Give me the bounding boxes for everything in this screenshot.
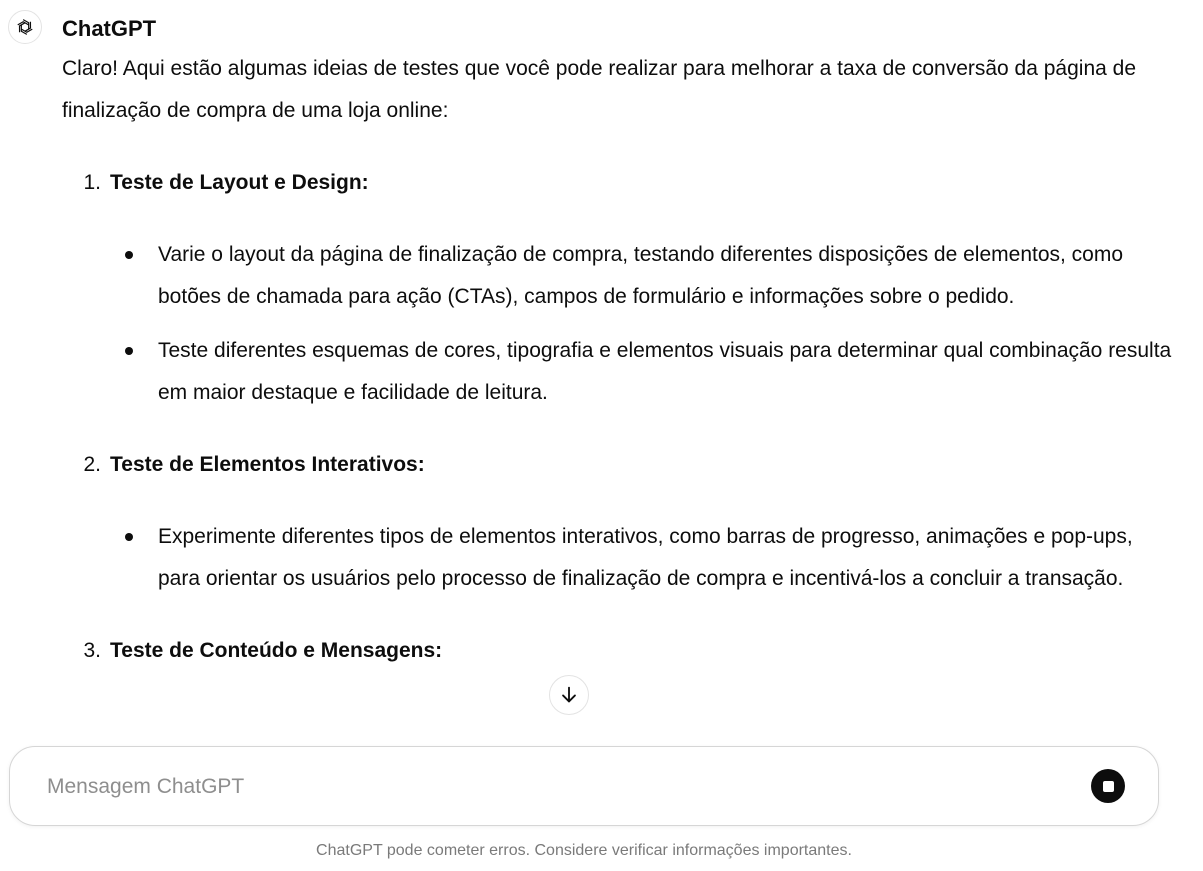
ideas-list [62, 162, 1172, 672]
list-item [62, 162, 1172, 414]
list-item-number: 3. [83, 639, 101, 662]
disclaimer-text: ChatGPT pode cometer erros. Considere verificar informações importantes. [316, 842, 852, 859]
list-item-title [62, 444, 1172, 486]
sub-list [62, 516, 1172, 600]
message-input[interactable] [45, 767, 1069, 807]
arrow-down-icon [558, 684, 580, 706]
list-item-number: 2. [83, 453, 101, 476]
list-item-heading: Teste de Layout e Design: [110, 171, 369, 194]
message-author: ChatGPT [62, 16, 157, 41]
stop-icon [1103, 781, 1114, 792]
sub-list-item [62, 330, 1172, 414]
sub-list [62, 234, 1172, 414]
sub-list-item-text: Experimente diferentes tipos de elementos interativos, como barras de progresso, animações e pop-ups, para orientar os usuários pelo processo de finalização de compra e incentivá-los a concluir a transação. [158, 525, 1133, 590]
sub-list-item [62, 516, 1172, 600]
openai-logo-icon [14, 16, 36, 38]
list-item [62, 444, 1172, 600]
assistant-avatar [8, 10, 42, 44]
list-item-number: 1. [83, 171, 101, 194]
sub-list-item-text: Teste diferentes esquemas de cores, tipografia e elementos visuais para determinar qual combinação resulta em maior destaque e facilidade de leitura. [158, 339, 1172, 404]
scroll-to-bottom-button[interactable] [549, 675, 589, 715]
sub-list-item-text: Varie o layout da página de finalização de compra, testando diferentes disposições de elementos, como botões de chamada para ação (CTAs), campos de formulário e informações sobre o pedido. [158, 243, 1124, 308]
list-item-heading: Teste de Elementos Interativos: [110, 453, 425, 476]
stop-generating-button[interactable] [1091, 769, 1125, 803]
assistant-message [62, 48, 1172, 745]
list-item-title [62, 630, 1172, 672]
bullet-icon [125, 533, 133, 541]
list-item-title [62, 162, 1172, 204]
bullet-icon [125, 251, 133, 259]
bullet-icon [125, 347, 133, 355]
sub-list-item [62, 234, 1172, 318]
message-intro: Claro! Aqui estão algumas ideias de testes que você pode realizar para melhorar a taxa de conversão da página de finalização de compra de uma loja online: [62, 57, 1137, 122]
message-composer [9, 746, 1159, 826]
list-item [62, 630, 1172, 672]
list-item-heading: Teste de Conteúdo e Mensagens: [110, 639, 443, 662]
